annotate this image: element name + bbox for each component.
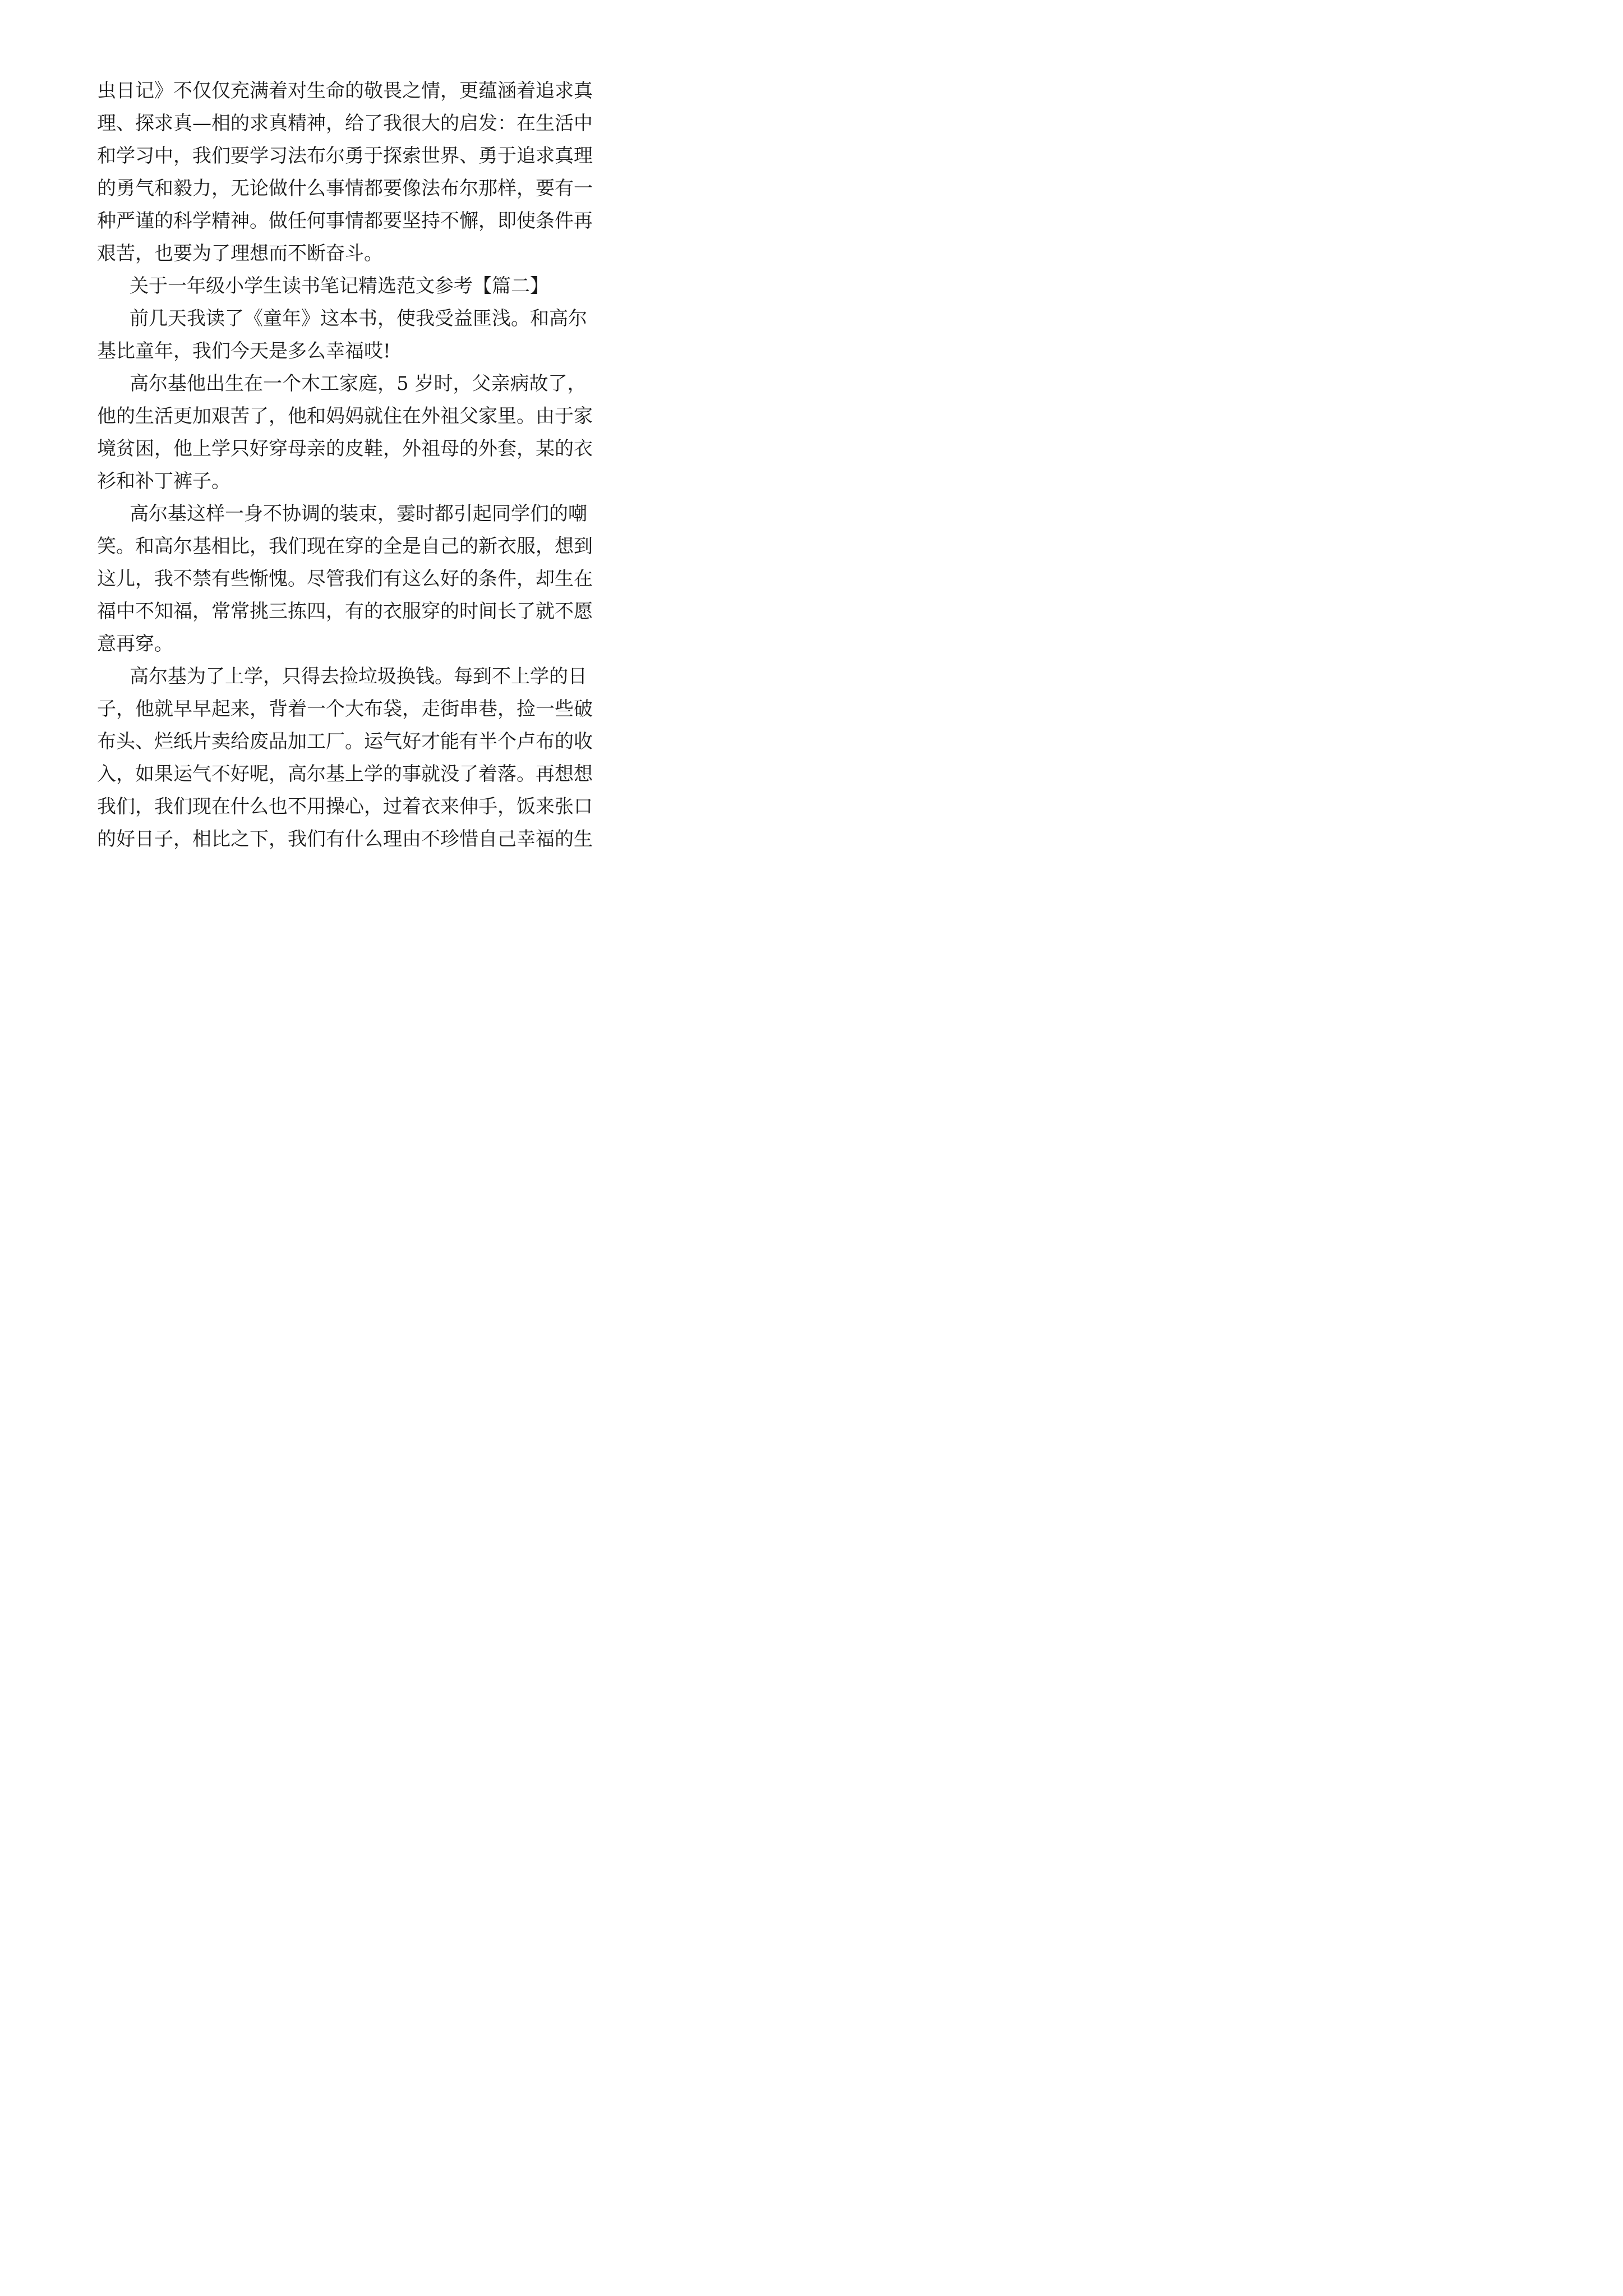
text-line: 我们，我们现在什么也不用操心，过着衣来伸手，饭来张口 <box>97 795 593 818</box>
text-line: 他的生活更加艰苦了，他和妈妈就住在外祖父家里。由于家 <box>97 405 593 427</box>
text-line: 境贫困，他上学只好穿母亲的皮鞋，外祖母的外套，某的衣 <box>97 438 593 460</box>
text-line: 种严谨的科学精神。做任何事情都要坚持不懈，即使条件再 <box>97 210 593 232</box>
text-line: 高尔基他出生在一个木工家庭，5 岁时，父亲病故了， <box>130 372 587 395</box>
text-line: 的勇气和毅力，无论做什么事情都要像法布尔那样，要有一 <box>97 177 593 200</box>
text-line: 福中不知福，常常挑三拣四，有的衣服穿的时间长了就不愿 <box>97 600 593 623</box>
text-line: 基比童年，我们今天是多么幸福哎! <box>97 340 391 362</box>
text-line: 高尔基这样一身不协调的装束，霎时都引起同学们的嘲 <box>130 503 587 525</box>
document-page <box>0 0 630 891</box>
text-line: 艰苦，也要为了理想而不断奋斗。 <box>97 242 383 265</box>
text-line: 理、探求真—相的求真精神，给了我很大的启发：在生活中 <box>97 112 593 135</box>
text-line: 入，如果运气不好呢，高尔基上学的事就没了着落。再想想 <box>97 763 593 785</box>
text-line: 虫日记》不仅仅充满着对生命的敬畏之情，更蕴涵着追求真 <box>97 80 593 102</box>
text-line: 意再穿。 <box>97 633 173 655</box>
text-line: 的好日子，相比之下，我们有什么理由不珍惜自己幸福的生 <box>97 828 593 850</box>
text-line: 衫和补丁裤子。 <box>97 470 230 493</box>
text-line: 和学习中，我们要学习法布尔勇于探索世界、勇于追求真理 <box>97 145 593 167</box>
text-line: 布头、烂纸片卖给废品加工厂。运气好才能有半个卢布的收 <box>97 730 593 753</box>
text-line: 子，他就早早起来，背着一个大布袋，走街串巷，捡一些破 <box>97 698 593 720</box>
text-line: 前几天我读了《童年》这本书，使我受益匪浅。和高尔 <box>130 307 587 330</box>
text-line: 这儿，我不禁有些惭愧。尽管我们有这么好的条件，却生在 <box>97 568 593 590</box>
section-heading: 关于一年级小学生读书笔记精选范文参考【篇二】 <box>130 275 549 297</box>
text-line: 高尔基为了上学，只得去捡垃圾换钱。每到不上学的日 <box>130 665 587 688</box>
text-line: 笑。和高尔基相比，我们现在穿的全是自己的新衣服，想到 <box>97 535 593 558</box>
